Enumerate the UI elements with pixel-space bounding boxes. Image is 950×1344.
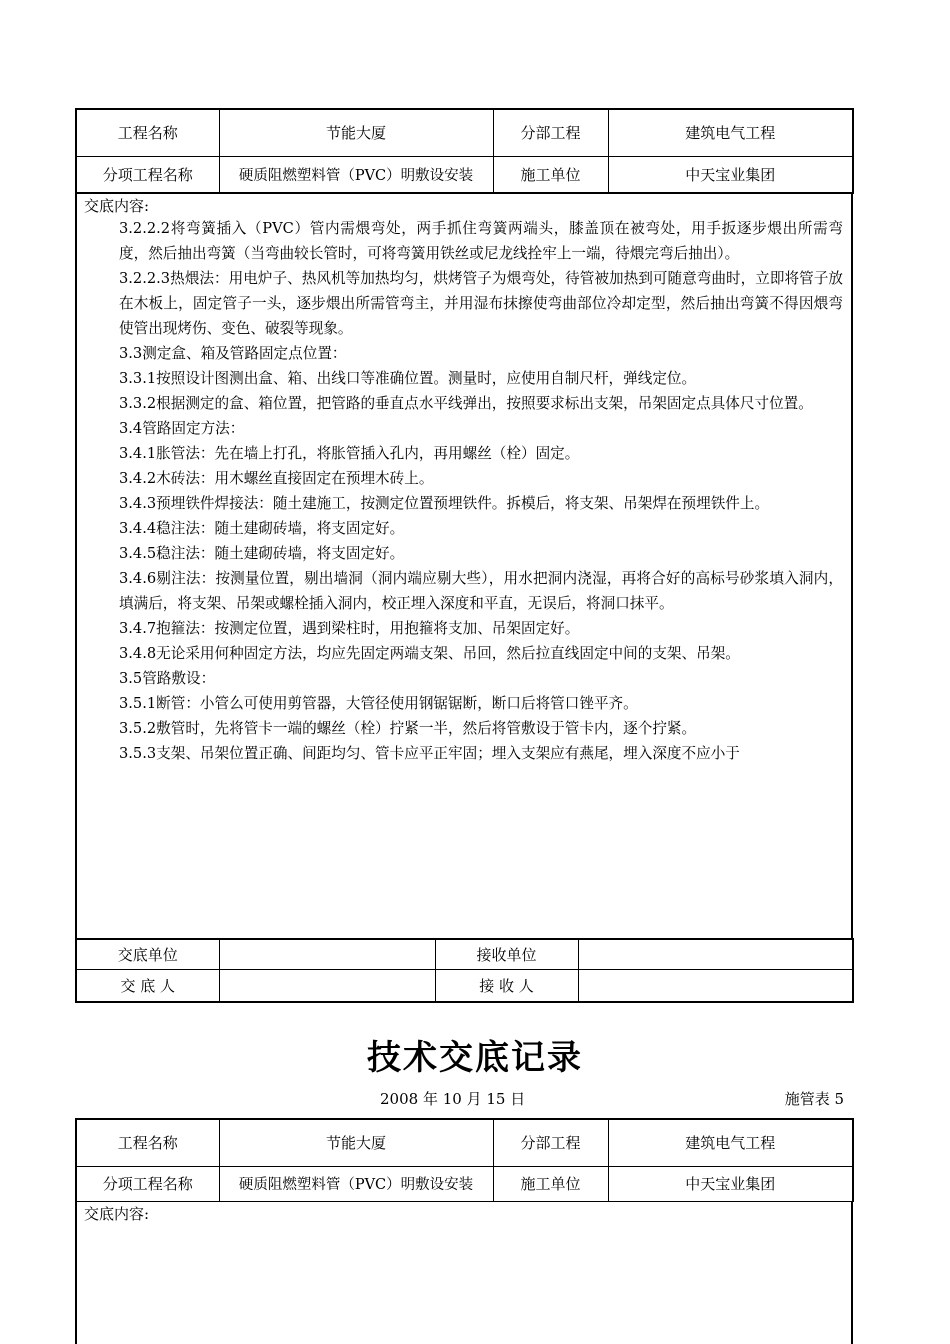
content-paragraph: 3.4.4稳注法：随土建砌砖墙，将支固定好。 (119, 520, 405, 537)
project-name-label-2: 工程名称 (76, 1119, 219, 1166)
handover-unit-value (219, 939, 435, 969)
construction-unit-value-2: 中天宝业集团 (608, 1166, 853, 1201)
receive-unit-value (578, 939, 853, 969)
handover-person-value (219, 969, 435, 1002)
project-name-label: 工程名称 (76, 109, 219, 156)
subitem-label: 分项工程名称 (76, 156, 219, 193)
content-box-2 (75, 1201, 853, 1344)
division-value-2: 建筑电气工程 (608, 1119, 853, 1166)
content-paragraph: 3.5.3支架、吊架位置正确、间距均匀、管卡应平正牢固；埋入支架应有燕尾，埋入深度不应小于 (119, 745, 740, 762)
content-paragraph: 3.2.2.3热煨法：用电炉子、热风机等加热均匀，烘烤管子为煨弯处，待管被加热到可随意弯曲时，立即将管子放在木板上，固定管子一头，逐步煨出所需管弯主，并用湿布抹擦使弯曲部位冷却定型，然后抽出弯簧不得因煨弯使管出现烤伤、变色、破裂等现象。 (119, 270, 843, 337)
content-paragraph: 3.4.3预埋铁件焊接法：随土建施工，按测定位置预埋铁件。拆模后，将支架、吊架焊在预埋铁件上。 (119, 495, 770, 512)
content-paragraph: 3.3测定盒、箱及管路固定点位置： (119, 345, 347, 362)
content-paragraph: 3.4.1胀管法：先在墙上打孔，将胀管插入孔内，再用螺丝（栓）固定。 (119, 445, 580, 462)
content-paragraph: 3.5.1断管：小管么可使用剪管器，大管径使用钢锯锯断，断口后将管口锉平齐。 (119, 695, 638, 712)
subitem-label-2: 分项工程名称 (76, 1166, 219, 1201)
division-value: 建筑电气工程 (608, 109, 853, 156)
project-name-value: 节能大厦 (219, 109, 493, 156)
content-paragraph: 3.4.2木砖法：用木螺丝直接固定在预埋木砖上。 (119, 470, 434, 487)
receive-unit-label: 接收单位 (435, 939, 578, 969)
sign-table (75, 938, 854, 1003)
content-paragraph: 3.5管路敷设： (119, 670, 216, 687)
division-label: 分部工程 (493, 109, 608, 156)
construction-unit-label: 施工单位 (493, 156, 608, 193)
receive-person-label: 接 收 人 (435, 969, 578, 1002)
page-title: 技术交底记录 (367, 1038, 583, 1078)
content-paragraph: 3.2.2.2将弯簧插入（PVC）管内需煨弯处，两手抓住弯簧两端头，膝盖顶在被弯处，用手扳逐步煨出所需弯度，然后抽出弯簧（当弯曲较长管时，可将弯簧用铁丝或尼龙线拴牢上一端，待煨完弯后抽出）。 (119, 220, 843, 262)
content-paragraph: 3.4.8无论采用何种固定方法，均应先固定两端支架、吊回，然后拉直线固定中间的支架、吊架。 (119, 645, 740, 662)
content-paragraph: 3.4管路固定方法： (119, 420, 245, 437)
content-paragraph: 3.4.7抱箍法：按测定位置，遇到梁柱时，用抱箍将支加、吊架固定好。 (119, 620, 580, 637)
content-body (75, 216, 849, 766)
project-name-value-2: 节能大厦 (219, 1119, 493, 1166)
content-paragraph: 3.3.2根据测定的盒、箱位置，把管路的垂直点水平线弹出，按照要求标出支架，吊架固定点具体尺寸位置。 (119, 395, 813, 412)
content-paragraph: 3.4.6剔注法：按测量位置，剔出墙洞（洞内端应剔大些），用水把洞内浇湿，再将合好的高标号砂浆填入洞内，填满后，将支架、吊架或螺栓插入洞内，校正埋入深度和平直，无误后，将洞口抹平。 (119, 570, 843, 612)
content-paragraph: 3.4.5稳注法：随土建砌砖墙，将支固定好。 (119, 545, 405, 562)
content-label-2: 交底内容: (84, 1205, 150, 1223)
subitem-value-2: 硬质阻燃塑料管（PVC）明敷设安装 (219, 1166, 493, 1201)
construction-unit-value: 中天宝业集团 (608, 156, 853, 193)
division-label-2: 分部工程 (493, 1119, 608, 1166)
content-label: 交底内容: (84, 197, 150, 215)
header-table-2 (75, 1118, 854, 1202)
subitem-value: 硬质阻燃塑料管（PVC）明敷设安装 (219, 156, 493, 193)
handover-unit-label: 交底单位 (76, 939, 219, 969)
record-date: 2008 年 10 月 15 日 (380, 1090, 526, 1108)
content-paragraph: 3.3.1按照设计图测出盒、箱、出线口等准确位置。测量时，应使用自制尺杆，弹线定位。 (119, 370, 697, 387)
handover-person-label: 交 底 人 (76, 969, 219, 1002)
receive-person-value (578, 969, 853, 1002)
form-number: 施管表 5 (784, 1090, 844, 1108)
header-table (75, 108, 854, 194)
content-paragraph: 3.5.2敷管时，先将管卡一端的螺丝（栓）拧紧一半，然后将管敷设于管卡内，逐个拧紧。 (119, 720, 697, 737)
construction-unit-label-2: 施工单位 (493, 1166, 608, 1201)
